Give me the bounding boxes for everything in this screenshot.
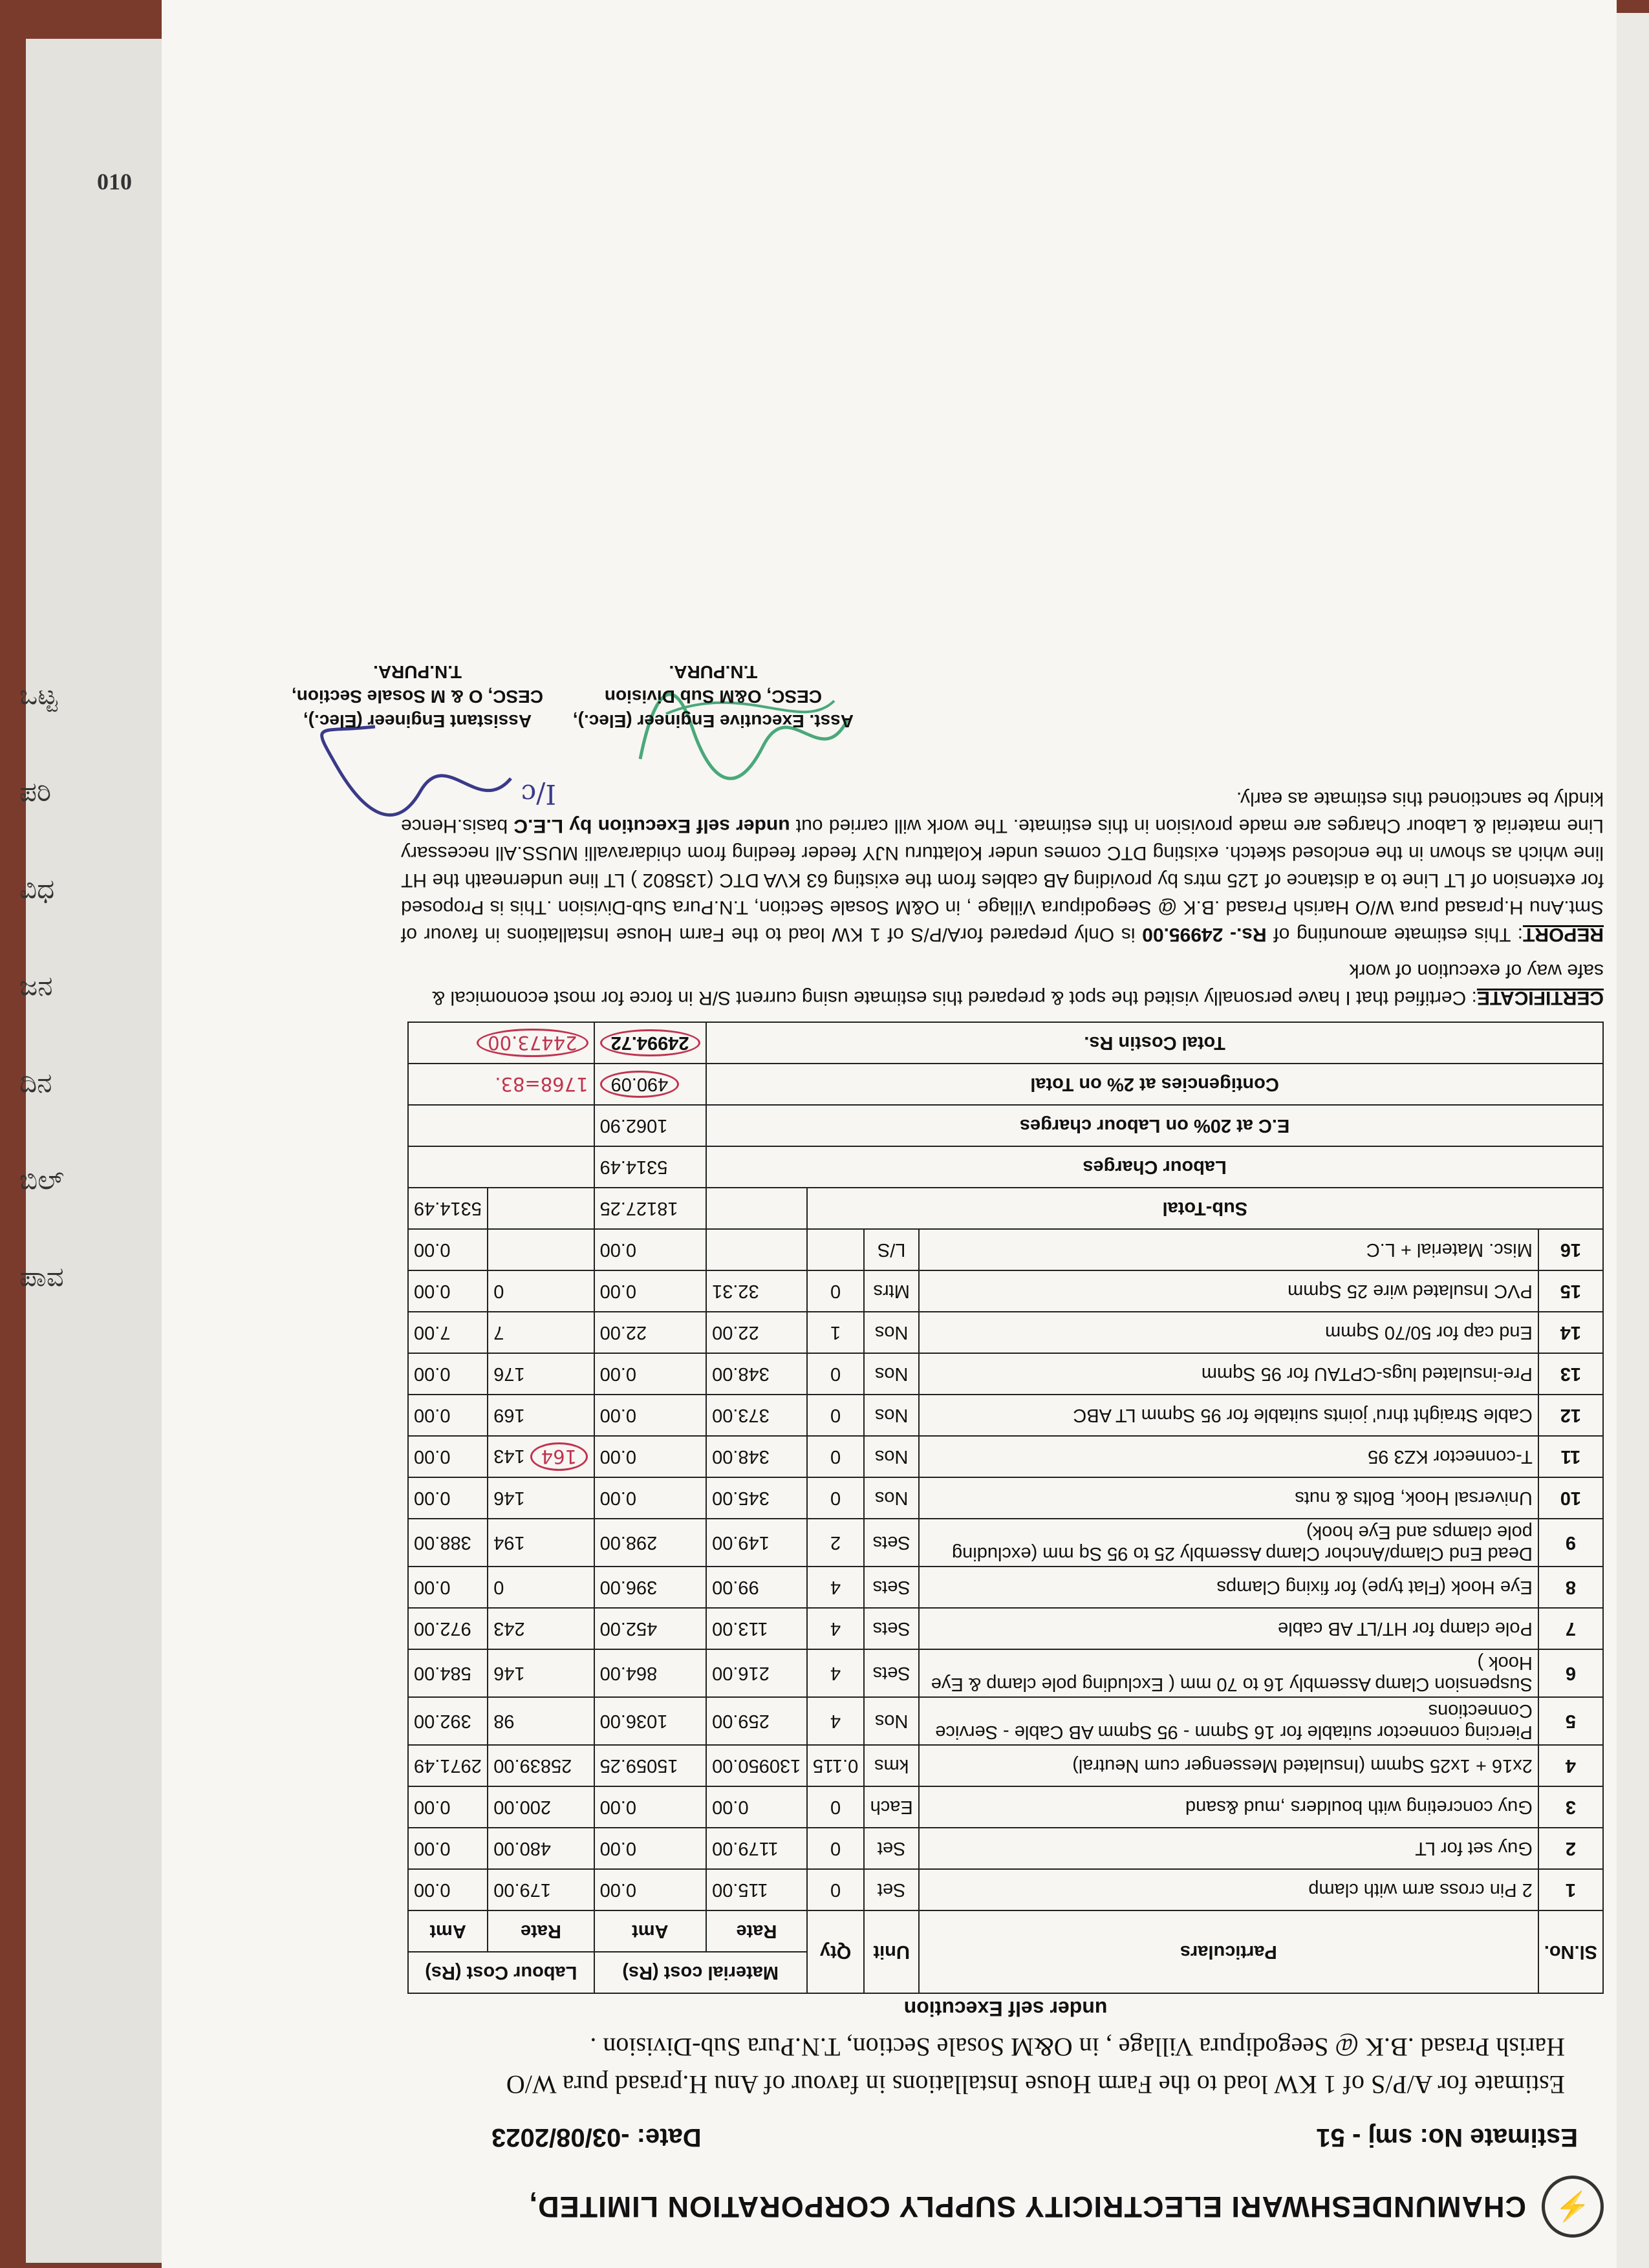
signature-area [233, 578, 1604, 810]
table-row [408, 1436, 1603, 1477]
row-particulars: End cap for 50/70 Sqmm [919, 1312, 1538, 1353]
row-qty: 0 [807, 1869, 865, 1910]
signatory-ae-line: Assistant Engineer (Elec.), [303, 711, 532, 731]
row-material-amt: 0.00 [594, 1786, 707, 1828]
table-row [408, 1395, 1603, 1436]
row-labour-rate: 179.00 [488, 1869, 594, 1910]
row-particulars: Cable Straight thru' joints suitable for 95 Sqmm LT ABC [919, 1395, 1538, 1436]
row-labour-rate [488, 1229, 594, 1270]
row-unit: Set [864, 1828, 918, 1869]
row-particulars: 2 Pin cross arm with clamp [919, 1869, 1538, 1910]
row-qty: 1 [807, 1312, 865, 1353]
row-material-amt: 396.00 [594, 1567, 707, 1608]
subject-line-2: Harish Prasad .B.K @ Seegodipura Village , in O&M Sosale Section, T.N.Pura Sub-Division . [590, 2033, 1565, 2062]
row-material-amt: 22.00 [594, 1312, 707, 1353]
blank-cell [408, 1146, 594, 1188]
row-labour-rate: 146 [488, 1477, 594, 1519]
row-material-rate: 216.00 [706, 1649, 807, 1697]
row-particulars: Eye Hook (Flat type) for fixing Clamps [919, 1567, 1538, 1608]
signatory-aee [573, 659, 854, 733]
row-labour-amt: 0.00 [408, 1395, 488, 1436]
row-sl: 5 [1538, 1697, 1603, 1745]
estimate-date: Date: -03/08/2023 [491, 2123, 702, 2152]
row-labour-amt: 0.00 [408, 1786, 488, 1828]
total-amount: 24994.72 [600, 1030, 700, 1057]
row-material-amt: 0.00 [594, 1869, 707, 1910]
row-labour-rate: 169 [488, 1395, 594, 1436]
handwritten-total-correction [408, 1022, 594, 1064]
report-amount: Rs.- 24995.00 [1142, 924, 1267, 945]
col-header-sl: Sl.No. [1538, 1910, 1603, 1993]
signatory-ae-line: CESC, O & M Sosale Section, [292, 687, 543, 707]
row-labour-amt: 0.00 [408, 1828, 488, 1869]
row-unit: L/S [864, 1229, 918, 1270]
row-material-amt: 0.00 [594, 1353, 707, 1395]
row-labour-amt: 0.00 [408, 1353, 488, 1395]
row-material-amt: 0.00 [594, 1436, 707, 1477]
row-labour-rate-value: 143 [493, 1446, 525, 1467]
row-qty: 0 [807, 1395, 865, 1436]
ec-label: E.C at 20% on Labour charges [706, 1105, 1603, 1146]
row-labour-amt: 0.00 [408, 1270, 488, 1312]
row-material-rate: 348.00 [706, 1353, 807, 1395]
row-material-rate: 22.00 [706, 1312, 807, 1353]
row-labour-rate: 200.00 [488, 1786, 594, 1828]
estimate-table [407, 1022, 1604, 1994]
row-unit: Set [864, 1869, 918, 1910]
row-qty: 0 [807, 1786, 865, 1828]
total-value [594, 1022, 707, 1064]
row-unit: Each [864, 1786, 918, 1828]
ec-row [408, 1105, 1603, 1146]
row-particulars: Dead End Clamp/Anchor Clamp Assembly 25 to 95 Sq mm (excluding pole clamps and Eye hook) [919, 1519, 1538, 1567]
table-row [408, 1270, 1603, 1312]
row-material-rate: 0.00 [706, 1786, 807, 1828]
row-qty: 0 [807, 1436, 865, 1477]
row-labour-amt: 0.00 [408, 1477, 488, 1519]
table-row [408, 1649, 1603, 1697]
contingencies-amount: 490.09 [600, 1071, 680, 1098]
row-qty: 4 [807, 1697, 865, 1745]
row-material-amt: 298.00 [594, 1519, 707, 1567]
row-material-rate: 113.00 [706, 1608, 807, 1649]
row-particulars: Misc. Material + L.C [919, 1229, 1538, 1270]
row-labour-rate: 480.00 [488, 1828, 594, 1869]
subject-line-1: Estimate for A/P/S of 1 KW load to the Farm House Installations in favour of Anu H.prasad pura W/O [506, 2070, 1565, 2099]
certificate-paragraph [401, 957, 1604, 1011]
row-sl: 7 [1538, 1608, 1603, 1649]
row-material-rate: 348.00 [706, 1436, 807, 1477]
certificate-text: : Certified that I have personally visited the spot & prepared this estimate using current S/R in force for most economical & safe way of execution of work [432, 960, 1604, 1009]
row-labour-rate: 98 [488, 1697, 594, 1745]
table-row [408, 1312, 1603, 1353]
row-material-rate: 32.31 [706, 1270, 807, 1312]
row-particulars: Suspension Clamp Assembly 16 to 70 mm ( Excluding pole clamp & Eye Hook ) [919, 1649, 1538, 1697]
row-qty: 4 [807, 1608, 865, 1649]
labour-charges-row [408, 1146, 1603, 1188]
signatory-aee-line: CESC, O&M Sub Division [604, 687, 822, 707]
row-sl: 14 [1538, 1312, 1603, 1353]
blank-cell [488, 1188, 594, 1229]
row-unit: Sets [864, 1519, 918, 1567]
row-labour-rate: 0 [488, 1270, 594, 1312]
col-header-qty: Qty [807, 1910, 865, 1993]
row-labour-rate: 194 [488, 1519, 594, 1567]
row-labour-rate [488, 1436, 594, 1477]
signatory-aee-line: T.N.PURA. [669, 662, 758, 682]
row-labour-amt: 972.00 [408, 1608, 488, 1649]
row-particulars: Guy concreting with boulders ,mud &sand [919, 1786, 1538, 1828]
row-unit: Nos [864, 1477, 918, 1519]
row-material-rate: 259.00 [706, 1697, 807, 1745]
table-row [408, 1786, 1603, 1828]
table-row [408, 1745, 1603, 1786]
row-material-amt: 1036.00 [594, 1697, 707, 1745]
row-qty: 0 [807, 1477, 865, 1519]
row-labour-rate: 25839.00 [488, 1745, 594, 1786]
row-sl: 16 [1538, 1229, 1603, 1270]
report-label: REPORT [1522, 924, 1604, 945]
row-labour-amt: 0.00 [408, 1229, 488, 1270]
col-header-unit: Unit [864, 1910, 918, 1993]
row-unit: Mtrs [864, 1270, 918, 1312]
report-execution: under self Execution by L.E.C [513, 815, 790, 837]
report-paragraph [401, 785, 1604, 948]
row-labour-amt: 2971.49 [408, 1745, 488, 1786]
table-summary [408, 1022, 1603, 1229]
report-end: basis.Hence kindly be sanctioned this estimate as early. [401, 788, 1604, 837]
row-material-rate [706, 1229, 807, 1270]
row-sl: 13 [1538, 1353, 1603, 1395]
col-header-labour: Labour Cost (Rs) [408, 1952, 594, 1993]
contingencies-row [408, 1064, 1603, 1105]
labour-charges-value: 5314.49 [594, 1146, 707, 1188]
certificate-label: CERTIFICATE [1476, 987, 1604, 1009]
row-unit: Sets [864, 1608, 918, 1649]
row-particulars: 2x16 + 1x25 Sqmm (Insulated Messenger cum Neutral) [919, 1745, 1538, 1786]
row-material-amt: 452.00 [594, 1608, 707, 1649]
row-material-rate: 115.00 [706, 1869, 807, 1910]
table-row [408, 1353, 1603, 1395]
contingencies-label: Contigencies at 2% on Total [706, 1064, 1603, 1105]
table-row [408, 1519, 1603, 1567]
row-material-rate: 345.00 [706, 1477, 807, 1519]
col-header-material-rate: Rate [706, 1910, 807, 1952]
company-name: CHAMUNDESHWARI ELECTRICITY SUPPLY CORPORATION LIMITED, [528, 2190, 1526, 2223]
table-row [408, 1697, 1603, 1745]
row-sl: 8 [1538, 1567, 1603, 1608]
table-row [408, 1477, 1603, 1519]
row-sl: 15 [1538, 1270, 1603, 1312]
table-row [408, 1567, 1603, 1608]
blank-cell [706, 1188, 807, 1229]
row-material-rate: 149.00 [706, 1519, 807, 1567]
row-unit: Sets [864, 1567, 918, 1608]
table-header-row [408, 1952, 1603, 1993]
handwritten-contingency-correction: 1768=83. [408, 1064, 594, 1105]
row-unit: kms [864, 1745, 918, 1786]
row-particulars: Piercing connector suitable for 16 Sqmm - 95 Sqmm AB Cable - Service Connections [919, 1697, 1538, 1745]
blank-cell [408, 1105, 594, 1146]
row-material-amt: 0.00 [594, 1395, 707, 1436]
col-header-material-amt: Amt [594, 1910, 707, 1952]
row-qty [807, 1229, 865, 1270]
contingencies-value [594, 1064, 707, 1105]
table-row [408, 1229, 1603, 1270]
table-row [408, 1869, 1603, 1910]
row-material-amt: 15059.25 [594, 1745, 707, 1786]
row-labour-amt: 584.00 [408, 1649, 488, 1697]
row-material-rate: 130950.00 [706, 1745, 807, 1786]
row-unit: Nos [864, 1353, 918, 1395]
row-labour-amt: 388.00 [408, 1519, 488, 1567]
row-labour-rate: 7 [488, 1312, 594, 1353]
report-text: is Only prepared forA/P/S of 1 KW load to the Farm House Installations in favour of Smt.Anu H.prasad pura W/O Harish Prasad .B.K @ Seegodipura Village , in O&M Sosale Section, T.N.Pura Sub-Division .This is Proposed for extension of LT Line to a distance of 125 mtrs by providing AB cables from the existing 63 KVA DTC (135802 ) LT line underneath the HT line which as shown in the enclosed sketch. existing DTC comes under Kolatturu NJY feeder feeding from chidaravalli MUSS.All necessary Line material & Labour Charges are made provision in this estimate. The work will carried out [400, 815, 1604, 945]
row-labour-amt: 392.00 [408, 1697, 488, 1745]
row-sl: 9 [1538, 1519, 1603, 1567]
row-labour-amt: 0.00 [408, 1567, 488, 1608]
row-material-rate: 373.00 [706, 1395, 807, 1436]
row-sl: 3 [1538, 1786, 1603, 1828]
signature-initials: I/c [521, 778, 556, 810]
row-labour-rate: 0 [488, 1567, 594, 1608]
row-material-amt: 0.00 [594, 1229, 707, 1270]
row-material-amt: 0.00 [594, 1477, 707, 1519]
subtotal-label: Sub-Total [807, 1188, 1603, 1229]
signatory-aee-line: Asst. Executive Engineer (Elec.), [572, 711, 854, 731]
report-intro: : This estimate amounting of [1266, 924, 1523, 945]
row-particulars: Guy set for LT [919, 1828, 1538, 1869]
subtotal-row [408, 1188, 1603, 1229]
table-row [408, 1828, 1603, 1869]
row-material-amt: 0.00 [594, 1270, 707, 1312]
row-material-rate: 99.00 [706, 1567, 807, 1608]
row-sl: 2 [1538, 1828, 1603, 1869]
estimate-subject [336, 2028, 1565, 2103]
row-particulars: Universal Hook, Bolts & nuts [919, 1477, 1538, 1519]
total-row [408, 1022, 1603, 1064]
rotated-document [162, 0, 1617, 2268]
row-particulars: PVC Insulated wire 25 Sqmm [919, 1270, 1538, 1312]
table-body [408, 1229, 1603, 1910]
estimate-number: Estimate No: smj - 51 [1316, 2123, 1578, 2152]
row-sl: 11 [1538, 1436, 1603, 1477]
signatory-ae-line: T.N.PURA. [373, 662, 462, 682]
row-labour-amt: 0.00 [408, 1869, 488, 1910]
row-labour-amt: 0.00 [408, 1436, 488, 1477]
row-sl: 12 [1538, 1395, 1603, 1436]
company-logo-icon: ⚡ [1542, 2176, 1604, 2238]
row-sl: 10 [1538, 1477, 1603, 1519]
col-header-labour-amt: Amt [408, 1910, 488, 1952]
document-page [162, 0, 1617, 2268]
row-unit: Nos [864, 1312, 918, 1353]
row-material-rate: 1179.00 [706, 1828, 807, 1869]
subtotal-labour: 5314.49 [408, 1188, 488, 1229]
handwritten-rate-correction: 164 [530, 1443, 588, 1471]
estimate-header [491, 2123, 1578, 2152]
row-material-amt: 864.00 [594, 1649, 707, 1697]
row-labour-amt: 7.00 [408, 1312, 488, 1353]
row-material-amt: 0.00 [594, 1828, 707, 1869]
row-sl: 1 [1538, 1869, 1603, 1910]
letterhead [233, 2171, 1604, 2242]
row-qty: 0 [807, 1353, 865, 1395]
page-number: 010 [97, 169, 132, 195]
signatory-ae [292, 659, 543, 733]
col-header-material: Material cost (Rs) [594, 1952, 807, 1993]
row-unit: Nos [864, 1436, 918, 1477]
row-unit: Nos [864, 1697, 918, 1745]
row-labour-rate: 243 [488, 1608, 594, 1649]
row-sl: 6 [1538, 1649, 1603, 1697]
underlying-page-text: ಒಟ್ಟ ಪರಿ ವಿಧ ಜನ ದಿನ ಬಿಲ್ ಪಾವ [19, 679, 65, 1292]
subtotal-material: 18127.25 [594, 1188, 707, 1229]
execution-mode: under self Execution [903, 1997, 1108, 2020]
row-sl: 4 [1538, 1745, 1603, 1786]
row-unit: Sets [864, 1649, 918, 1697]
row-labour-rate: 176 [488, 1353, 594, 1395]
row-labour-rate: 146 [488, 1649, 594, 1697]
col-header-labour-rate: Rate [488, 1910, 594, 1952]
total-label: Total Costin Rs. [706, 1022, 1603, 1064]
handwritten-total-amount: 24473.00 [477, 1029, 588, 1057]
table-row [408, 1608, 1603, 1649]
col-header-particulars: Particulars [919, 1910, 1538, 1993]
row-qty: 0 [807, 1270, 865, 1312]
row-qty: 4 [807, 1567, 865, 1608]
row-qty: 4 [807, 1649, 865, 1697]
row-particulars: Pole clamp for HT/LT AB cable [919, 1608, 1538, 1649]
row-qty: 0 [807, 1828, 865, 1869]
row-particulars: Pre-insulated lugs-CPTAU for 95 Sqmm [919, 1353, 1538, 1395]
row-particulars: T-connector KZ3 95 [919, 1436, 1538, 1477]
row-qty: 0.115 [807, 1745, 865, 1786]
row-unit: Nos [864, 1395, 918, 1436]
ec-value: 1062.90 [594, 1105, 707, 1146]
row-qty: 2 [807, 1519, 865, 1567]
labour-charges-label: Labour Charges [706, 1146, 1603, 1188]
